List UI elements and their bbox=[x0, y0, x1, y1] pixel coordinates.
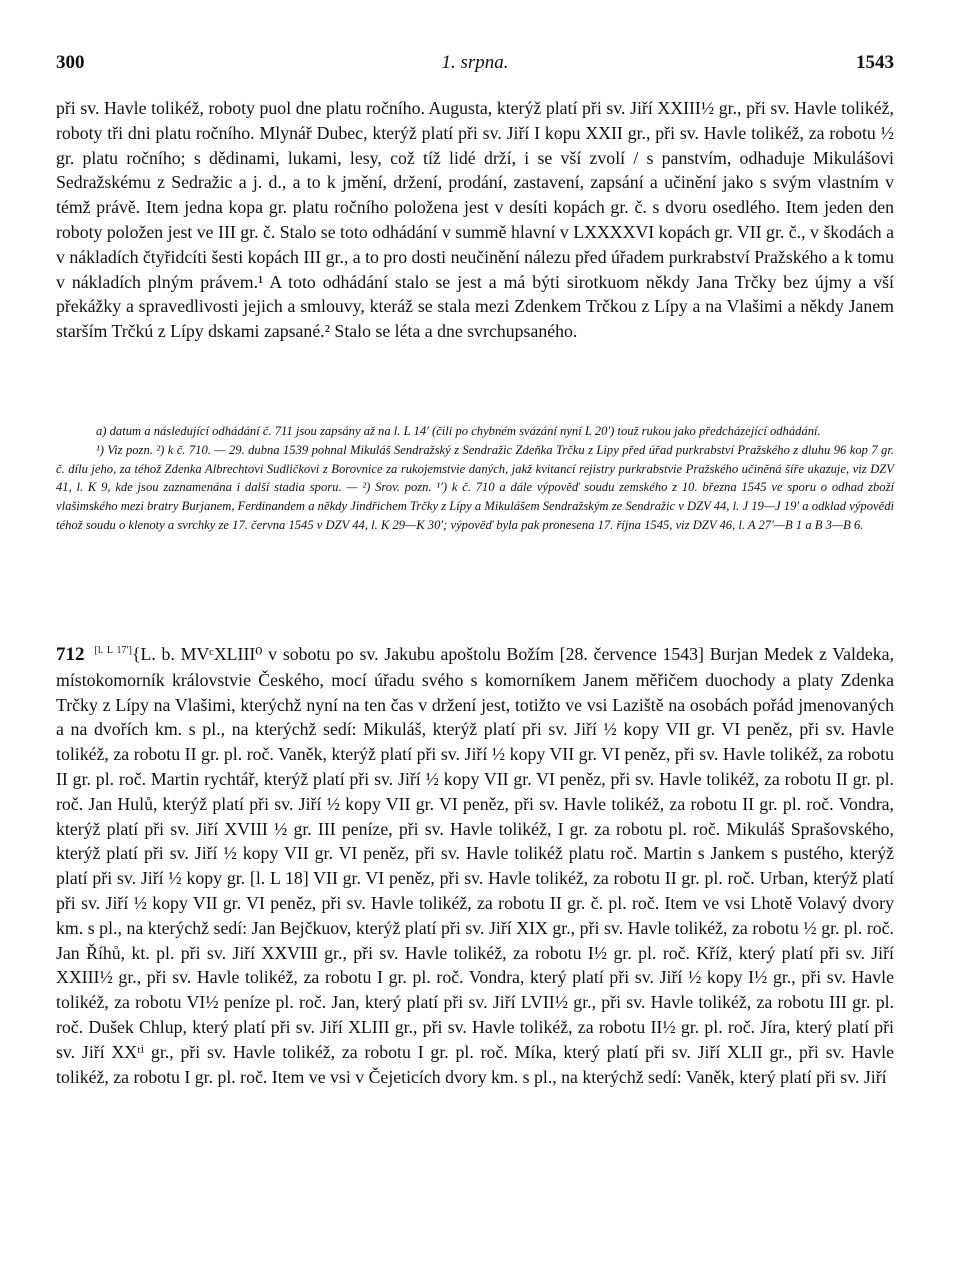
page-number: 300 bbox=[56, 52, 85, 73]
entry-number: 712 bbox=[56, 644, 85, 665]
footnotes bbox=[56, 422, 894, 535]
running-year: 1543 bbox=[856, 52, 894, 73]
footnote-1-2: ¹) Viz pozn. ²) k č. 710. — 29. dubna 1539 pohnal Mikuláš Sendražský z Sendražic Zdeňka Trčku z Lipy před úřad purkrabství Pražského z dluhu 96 kop 7 gr. č. dílu jeho, za téhož Zdenka Albrechtovi Sudličkovi z Borovnice za rukojemstvie daných, jakž kvitancí rejistry purkrabstvie Pražského učiněná šíře ukazuje, viz DZV 41, l. K 9, kde jsou zaznamenána i další stadia sporu. — ²) Srov. pozn. ¹′) k č. 710 a dále výpověď soudu zemského z 10. března 1545 ve sporu o odhad zboží vlašimského mezi bratry Burjanem, Ferdinandem a někdy Jindřichem Trčky z Lípy a Mikulášem Sendražským ze Sendražic v DZV 44, l. J 19—J 19′ a odklad výpovědi téhož soudu o klenoty a svrchky ze 17. června 1545 v DZV 44, l. K 29—K 30′; výpověď byla pak pronesena 17. října 1545, viz DZV 46, l. A 27′—B 1 a B 3—B 6. bbox=[56, 442, 894, 532]
textual-note-a: a) datum a následující odhádání č. 711 jsou zapsány až na l. L 14′ (čili po chybném svázání nyní L 20′) touž rukou jako předcházející odhádání. bbox=[96, 424, 821, 438]
entry-paragraph: při sv. Havle tolikéž, roboty puol dne platu ročního. Augusta, kterýž platí při sv. Jiří XXIII½ gr., při sv. Havle tolikéž, roboty tři dni platu ročního. Mlynář Dubec, kterýž platí při sv. Jiří I kopu XXII gr., při sv. Havle tolikéž, za robotu ½ gr. platu ročního; s dědinami, lukami, lesy, což tíž lidé drží, i se vší zvolí / s panstvím, odhaduje Mikulášovi Sedražskému z Sedražic a j. d., a to k jmění, držení, prodání, zastavení, zapsání a učinění jako s svým vlastním v témž právě. Item jedna kopa gr. platu ročního položena jest v desíti kopách gr. č. s dvoru osedlého. Item jeden den roboty položen jest ve III gr. č. Stalo se toto odhádání v summě hlavní v LXXXXVI kopách gr. VII gr. č., v škodách a v nákladích čtyřidcíti šesti kopách III gr., a to pro dosti neučinění nálezu před úřadem purkrabství Pražského a k tomu v nákladích plným právem.¹ A toto odhádání stalo se jest a má býti sirotkuom někdy Jana Trčky bez újmy a vší překážky a spravedlivosti jejich a smlouvy, kteráž se stala mezi Zdenkem Trčkou z Lípy a na Vlašimi a někdy Janem starším Trčkú z Lípy dskami zapsané.² Stalo se léta a dne svrchupsaného. bbox=[56, 98, 894, 342]
running-date: 1. srpna. bbox=[441, 52, 509, 73]
page-header bbox=[56, 52, 894, 76]
entry-712 bbox=[56, 642, 894, 1089]
entry-712-text: {L. b. MVᶜXLIII⁰ v sobotu po sv. Jakubu apoštolu Božím [28. července 1543] Burjan Medek z Valdeka, místokomorník královstvie Českého, mocí úřadu svého s komorníkem Janem měřičem duochody a platy Zdenka Trčky z Lípy na Vlašimi, kterýchž nyní na ten čas v držení jest, totižto ve vsi Laziště na osobách pořád jmenovaných a na dvořích km. s pl., na kterýchž sedí: Mikuláš, kterýž platí při sv. Jiří ½ kopy VII gr. VI peněz, při sv. Havle tolikéž, za robotu II gr. pl. roč. Vaněk, kterýž platí při sv. Jiří ½ kopy VII gr. VI peněz, při sv. Havle tolikéž, za robotu II gr. pl. roč. Martin rychtář, kterýž platí při sv. Jiří ½ kopy VII gr. VI peněz, při sv. Havle tolikéž, za robotu II gr. pl. roč. Jan Hulů, kterýž platí při sv. Jiří ½ kopy VII gr. VI peněz, při sv. Havle tolikéž, za robotu II gr. pl. roč. Vondra, kterýž platí při sv. Jiří XVIII ½ gr. III peníze, při sv. Havle tolikéž, I gr. za robotu pl. roč. Mikuláš Sprašovského, kterýž platí při sv. Jiří ½ kopy VII gr. VI peněz, při sv. Havle tolikéž platu roč. Martin s Jankem s pustého, kterýž platí při sv. Jiří ½ kopy gr. [l. L 18] VII gr. VI peněz, při sv. Havle tolikéž, za robotu II gr. pl. roč. Urban, kterýž platí při sv. Jiří ½ kopy VII gr. VI peněz, při sv. Havle tolikéž, za robotu II gr. č. pl. roč. Item ve vsi Lhotě Volavý dvory km. s pl., na kterýchž sedí: Jan Bejčkuov, kterýž platí při sv. Jiří XIX gr., při sv. Havle tolikéž, za robotu ½ gr. pl. roč. Jan Říhů, kt. pl. při sv. Jiří XXVIII gr., při sv. Havle tolikéž, za robotu I½ gr. pl. roč. Kříž, který platí při sv. Jiří XXIII½ gr., při sv. Havle tolikéž, za robotu I gr. pl. roč. Vondra, který platí při sv. Jiří ½ kopy I½ gr., při sv. Havle tolikéž, za robotu VI½ peníze pl. roč. Jan, který platí při sv. Jiří LVII½ gr., při sv. Havle tolikéž, za robotu III gr. pl. roč. Dušek Chlup, který platí při sv. Jiří XLIII gr., při sv. Havle tolikéž, za robotu II½ gr. pl. roč. Jíra, který platí při sv. Jiří XXᵗⁱ gr., při sv. Havle tolikéž, za robotu I gr. pl. roč. Míka, který platí při sv. Jiří XLII gr., při sv. Havle tolikéž, za robotu I gr. pl. roč. Item ve vsi v Čejeticích dvory km. s pl., na kterýchž sedí: Vaněk, který platí při sv. Jiří bbox=[56, 644, 894, 1087]
continued-entry-text bbox=[56, 96, 894, 344]
folio-mark: [l. L 17′] bbox=[94, 645, 132, 657]
